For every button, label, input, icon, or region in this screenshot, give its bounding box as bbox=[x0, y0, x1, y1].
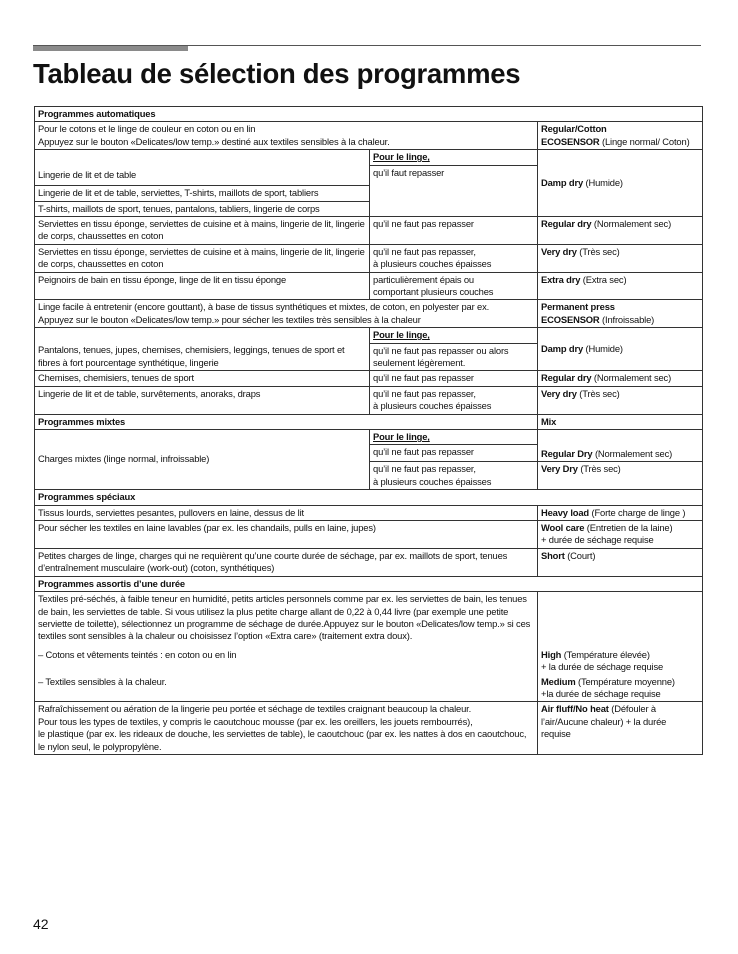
condition-cell: qu’il ne faut pas repasser, à plusieurs couches épaisses bbox=[370, 386, 538, 414]
row-description: T-shirts, maillots de sport, tenues, pantalons, tabliers, lingerie de corps bbox=[35, 201, 370, 216]
row-description bbox=[35, 328, 370, 343]
program-cell bbox=[538, 445, 703, 462]
condition-header: Pour le linge, bbox=[370, 430, 538, 445]
program-cell bbox=[538, 216, 703, 244]
row-description: Pantalons, tenues, jupes, chemises, chemisiers, leggings, tenues de sport et fibres à fort pourcentage synthétique, lingerie bbox=[35, 343, 370, 371]
table-row bbox=[35, 371, 703, 386]
table-row bbox=[35, 300, 703, 328]
program-cell bbox=[538, 548, 703, 576]
program-sensor: ECOSENSOR bbox=[541, 135, 600, 147]
program-cell bbox=[538, 150, 703, 217]
header-rule bbox=[33, 45, 701, 46]
condition-cell: qu’il ne faut pas repasser bbox=[370, 371, 538, 386]
program-note: (Entretien de la laine) + durée de séchage requise bbox=[541, 522, 673, 546]
table-row bbox=[35, 505, 703, 520]
program-name: Regular Dry bbox=[541, 448, 593, 460]
section-automatic: Programmes automatiques bbox=[35, 107, 703, 122]
program-cell bbox=[538, 702, 703, 755]
table-row bbox=[35, 122, 703, 150]
program-name: Medium bbox=[541, 675, 576, 687]
program-name: Regular/Cotton bbox=[541, 123, 607, 135]
table-row bbox=[35, 648, 703, 675]
row-description: Charges mixtes (linge normal, infroissable) bbox=[35, 430, 370, 490]
condition-cell: qu’il ne faut pas repasser ou alors seulement légèrement. bbox=[370, 343, 538, 371]
program-cell bbox=[538, 648, 703, 675]
program-cell bbox=[538, 272, 703, 300]
table-row bbox=[35, 216, 703, 244]
program-note: (Linge normal/ Coton) bbox=[599, 135, 690, 147]
row-description: Pour le cotons et le linge de couleur en coton ou en lin Appuyez sur le bouton «Delicates/low temp.» destiné aux textiles sensibles à la chaleur. bbox=[35, 122, 538, 150]
table-section-header bbox=[35, 490, 703, 505]
row-description: Lingerie de lit et de table, survêtements, anoraks, draps bbox=[35, 386, 370, 414]
program-cell bbox=[538, 371, 703, 386]
table-row bbox=[35, 244, 703, 272]
program-name: Very dry bbox=[541, 387, 577, 399]
condition-header: Pour le linge, bbox=[370, 328, 538, 343]
program-cell bbox=[538, 592, 703, 648]
program-cell bbox=[538, 675, 703, 702]
program-note: (Humide) bbox=[583, 343, 623, 355]
page-number: 42 bbox=[33, 916, 49, 932]
condition-cell: qu’il faut repasser bbox=[370, 165, 538, 216]
section-mixed-program: Mix bbox=[538, 414, 703, 429]
program-cell bbox=[538, 122, 703, 150]
program-note: (Normalement sec) bbox=[592, 448, 673, 460]
table-row bbox=[35, 328, 703, 343]
program-cell bbox=[538, 462, 703, 490]
table-row bbox=[35, 675, 703, 702]
row-description: Textiles pré-séchés, à faible teneur en humidité, petits articles personnels comme par ex. les serviettes de bain, les tenues de bain, les serviettes de table. Si vous utilisez la plus petite charge allant de 0,22 à 0,44 livre (par exemple une petite serviette de toilette), sélectionnez un programme de séchage de durée.Appuyez sur le bouton «Delicates/low temp.» si ces textiles sont sensibles à la chaleur ou choisissez l’option «Extra care» (traitement extra doux). bbox=[35, 592, 538, 648]
condition-cell: particulièrement épais ou comportant plusieurs couches bbox=[370, 272, 538, 300]
row-description: – Textiles sensibles à la chaleur. bbox=[35, 675, 538, 702]
program-cell bbox=[538, 386, 703, 414]
table-row bbox=[35, 430, 703, 445]
program-name: Wool care bbox=[541, 522, 585, 534]
program-note: (Très sec) bbox=[577, 463, 621, 475]
program-cell bbox=[538, 300, 703, 328]
row-description: Chemises, chemisiers, tenues de sport bbox=[35, 371, 370, 386]
row-description: Tissus lourds, serviettes pesantes, pullovers en laine, dessus de lit bbox=[35, 505, 538, 520]
condition-cell: qu’il ne faut pas repasser bbox=[370, 445, 538, 462]
table-row bbox=[35, 386, 703, 414]
program-name: Heavy load bbox=[541, 506, 590, 518]
row-description: Petites charges de linge, charges qui ne requièrent qu’une courte durée de séchage, par ex. maillots de sport, tenues d’entraînement musculaire (work-out) (coton, synthétiques) bbox=[35, 548, 538, 576]
table-section-header bbox=[35, 576, 703, 591]
program-cell bbox=[538, 430, 703, 445]
row-description: Serviettes en tissu éponge, serviettes de cuisine et à mains, lingerie de lit, lingerie de corps, chaussettes en coton bbox=[35, 244, 370, 272]
program-note: (Infroissable) bbox=[599, 313, 655, 325]
program-cell bbox=[538, 244, 703, 272]
program-selection-table bbox=[34, 106, 703, 755]
section-mixed: Programmes mixtes bbox=[35, 414, 538, 429]
condition-cell: qu’il ne faut pas repasser, à plusieurs couches épaisses bbox=[370, 462, 538, 490]
program-note: (Température moyenne) +la durée de séchage requise bbox=[541, 675, 675, 699]
condition-cell: qu’il ne faut pas repasser, à plusieurs couches épaisses bbox=[370, 244, 538, 272]
table-row bbox=[35, 702, 703, 755]
program-cell bbox=[538, 328, 703, 371]
table-row bbox=[35, 150, 703, 165]
program-name: Very Dry bbox=[541, 463, 578, 475]
program-note: (Humide) bbox=[583, 176, 623, 188]
program-note: (Court) bbox=[564, 549, 596, 561]
table-row bbox=[35, 272, 703, 300]
program-name: Extra dry bbox=[541, 273, 581, 285]
program-name: Regular dry bbox=[541, 217, 592, 229]
program-name: Very dry bbox=[541, 245, 577, 257]
row-description: Pour sécher les textiles en laine lavables (par ex. les chandails, pulls en laine, jupes) bbox=[35, 521, 538, 549]
table-section-header bbox=[35, 107, 703, 122]
program-name: Damp dry bbox=[541, 176, 584, 188]
program-name: Short bbox=[541, 549, 565, 561]
row-description: Rafraîchissement ou aération de la lingerie peu portée et séchage de textiles craignant beaucoup la chaleur. Pour tous les types de textiles, y compris le caoutchouc mousse (par ex. les oreillers, les jouets rembourrés), le plastique (par ex. les rideaux de douche, les serviettes de table), le caoutchouc (par ex. les nattes à dos en caoutchouc, le nylon seul, le polypropylène. bbox=[35, 702, 538, 755]
program-note: (Normalement sec) bbox=[591, 372, 672, 384]
program-name: Permanent press bbox=[541, 301, 615, 313]
condition-cell: qu’il ne faut pas repasser bbox=[370, 216, 538, 244]
condition-header: Pour le linge, bbox=[370, 150, 538, 165]
row-description: Lingerie de lit et de table bbox=[35, 165, 370, 186]
program-note: (Très sec) bbox=[576, 387, 620, 399]
program-name: Regular dry bbox=[541, 372, 592, 384]
program-name: Air fluff/No heat bbox=[541, 703, 609, 715]
program-note: (Forte charge de linge ) bbox=[589, 506, 686, 518]
table-row bbox=[35, 548, 703, 576]
row-description: Peignoirs de bain en tissu éponge, linge de lit en tissu éponge bbox=[35, 272, 370, 300]
program-cell bbox=[538, 505, 703, 520]
program-note: (Très sec) bbox=[576, 245, 620, 257]
program-cell bbox=[538, 521, 703, 549]
program-name: Damp dry bbox=[541, 343, 584, 355]
page-title: Tableau de sélection des programmes bbox=[33, 58, 521, 89]
program-name: High bbox=[541, 648, 562, 660]
program-sensor: ECOSENSOR bbox=[541, 313, 600, 325]
row-description bbox=[35, 150, 370, 165]
section-special: Programmes spéciaux bbox=[35, 490, 703, 505]
table-row bbox=[35, 521, 703, 549]
table-section-header bbox=[35, 414, 703, 429]
row-description: – Cotons et vêtements teintés : en coton ou en lin bbox=[35, 648, 538, 675]
row-description: Serviettes en tissu éponge, serviettes de cuisine et à mains, lingerie de lit, lingerie de corps, chaussettes en coton bbox=[35, 216, 370, 244]
program-note: (Défouler à l’air/Aucune chaleur) + la durée requise bbox=[541, 703, 667, 740]
program-note: (Température élevée) + la durée de séchage requise bbox=[541, 648, 664, 673]
program-note: (Normalement sec) bbox=[591, 217, 672, 229]
program-note: (Extra sec) bbox=[580, 273, 627, 285]
section-timed: Programmes assortis d’une durée bbox=[35, 576, 703, 591]
row-description: Linge facile à entretenir (encore gouttant), à base de tissus synthétiques et mixtes, de coton, en polyester par ex. Appuyez sur le bouton «Delicates/low temp.» pour sécher les textiles très sensibles à la chaleur bbox=[35, 300, 538, 328]
row-description: Lingerie de lit et de table, serviettes, T-shirts, maillots de sport, tabliers bbox=[35, 186, 370, 201]
table-row bbox=[35, 592, 703, 648]
